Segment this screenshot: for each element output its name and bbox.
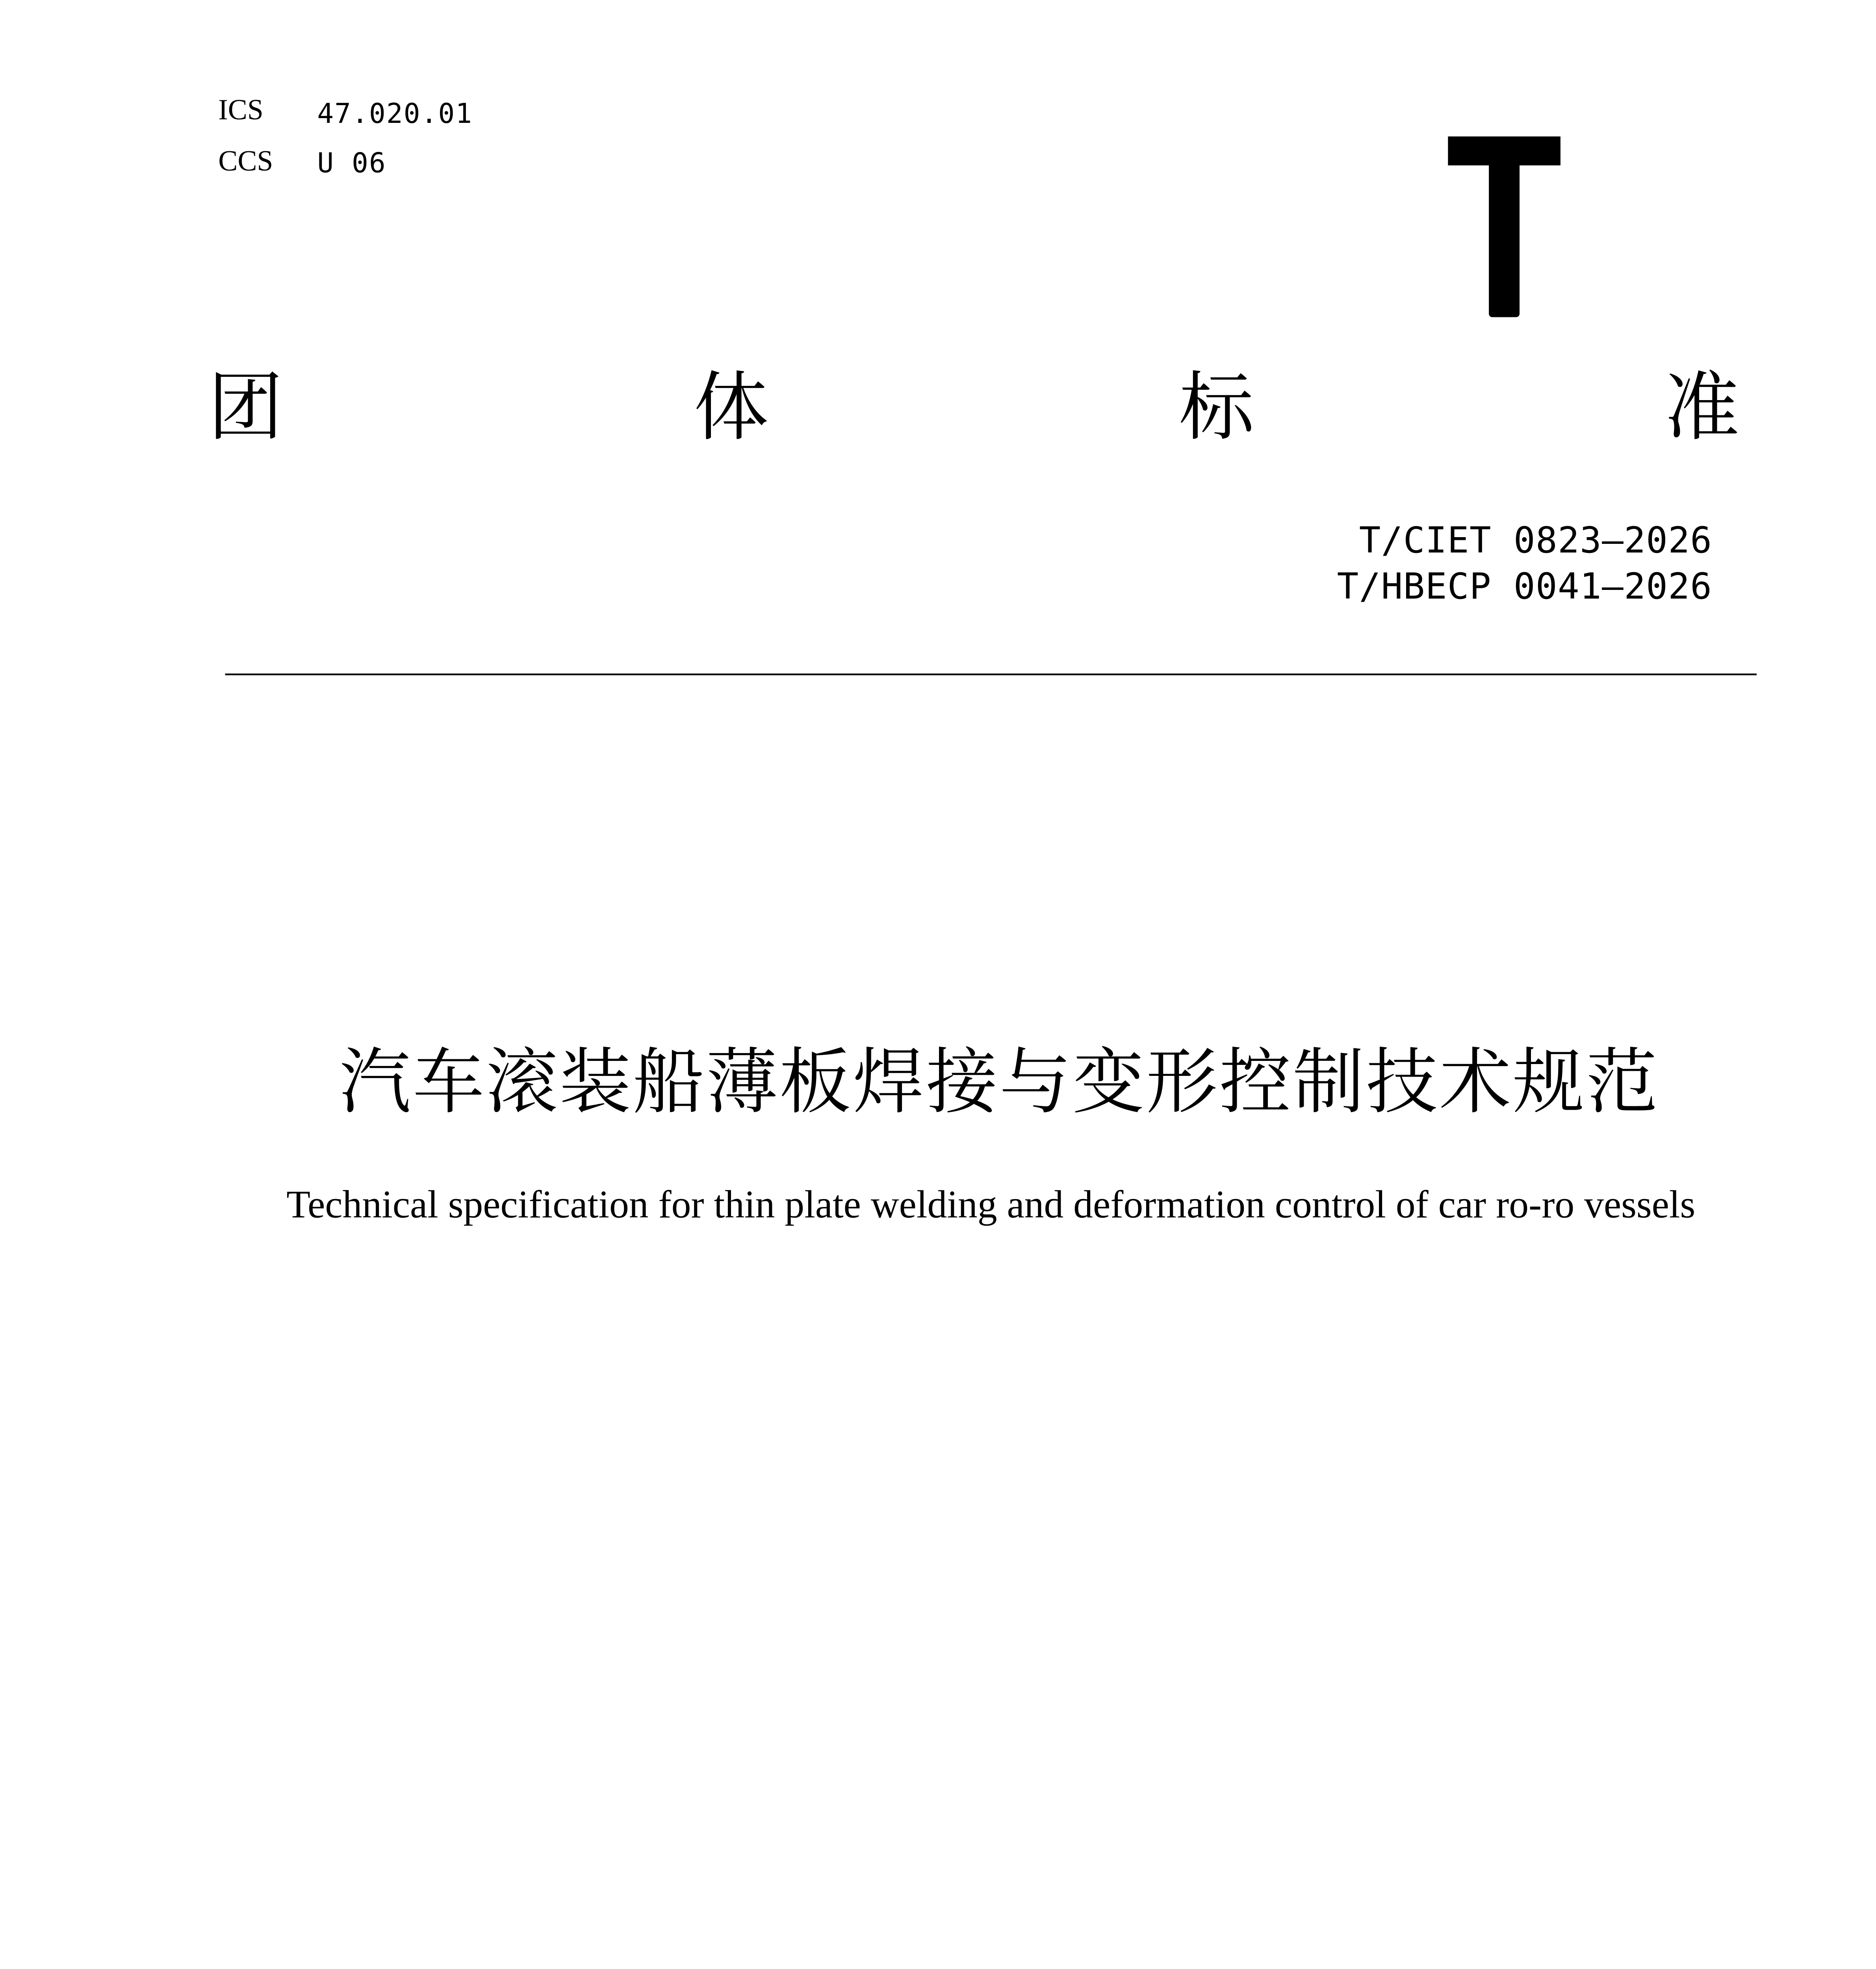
standard-type-char: 标 <box>1179 365 1254 452</box>
ics-value: 47.020.01 <box>317 97 473 130</box>
standard-numbers <box>1337 518 1713 610</box>
standard-type-char: 团 <box>208 365 283 452</box>
standard-number: T/CIET 0823—2026 <box>1359 520 1713 561</box>
group-standard-logo <box>1448 136 1561 321</box>
standard-type-char: 体 <box>693 365 769 452</box>
title-chinese: 汽车滚装船薄板焊接与变形控制技术规范 <box>339 1040 1660 1124</box>
ccs-value: U 06 <box>317 146 386 179</box>
ics-label: ICS <box>218 94 263 126</box>
header-divider <box>225 673 1757 675</box>
title-english: Technical specification for thin plate welding and deformation control of car ro-ro vessels <box>286 1183 1696 1226</box>
standard-type-char: 准 <box>1664 365 1740 452</box>
standard-type-heading <box>208 362 1739 457</box>
ccs-label: CCS <box>218 145 273 178</box>
standard-number: T/HBECP 0041—2026 <box>1337 566 1713 607</box>
t-letter-logo-icon <box>1448 136 1561 321</box>
